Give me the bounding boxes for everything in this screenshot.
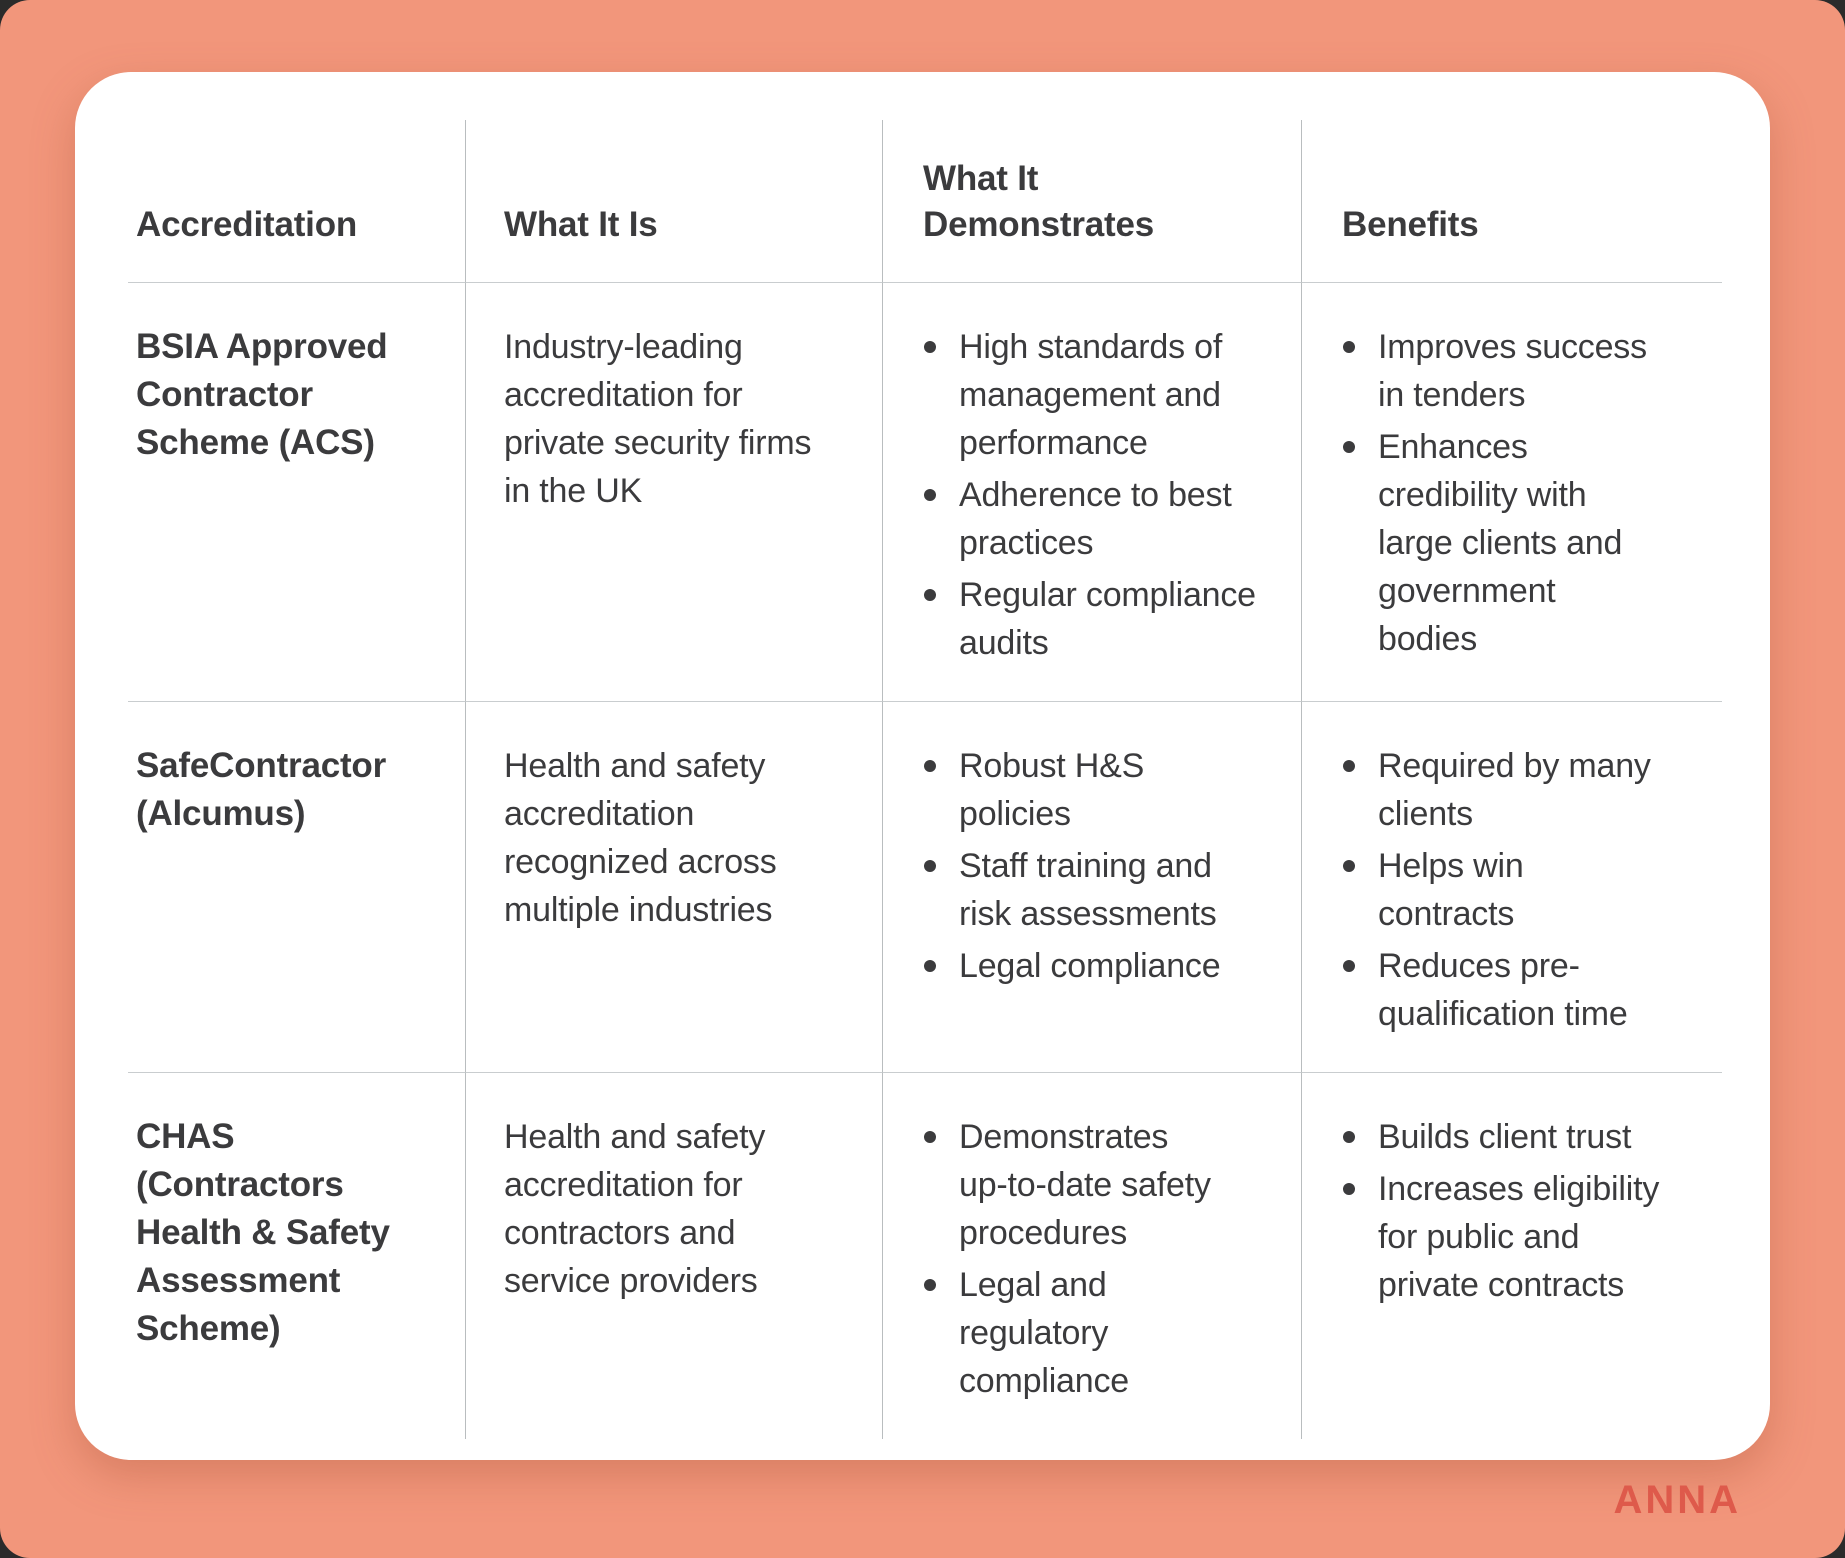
- row-bsia-what-it-is-cell: [465, 282, 882, 701]
- header-benefits-label: Benefits: [1342, 205, 1479, 244]
- benefits-list: [1342, 1113, 1662, 1309]
- header-accreditation-label: Accreditation: [136, 205, 358, 244]
- bullet-item: Regular compliance audits: [923, 571, 1256, 667]
- bullet-item: Increases eligibility for public and private contracts: [1342, 1165, 1662, 1309]
- row-chas-benefits-cell: [1301, 1072, 1722, 1439]
- anna-logo: ANNA: [1613, 1478, 1741, 1522]
- header-what-it-demonstrates-label: What It Demonstrates: [923, 159, 1155, 244]
- row-safecontractor-what-it-is-cell: [465, 701, 882, 1072]
- bullet-item: Enhances credibility with large clients and government bodies: [1342, 423, 1662, 663]
- header-what-it-demonstrates: [882, 120, 1301, 282]
- bullet-item: Improves success in tenders: [1342, 323, 1662, 419]
- bullet-item: Builds client trust: [1342, 1113, 1662, 1161]
- demonstrates-list: [923, 742, 1256, 990]
- bullet-item: Reduces pre-qualification time: [1342, 942, 1662, 1038]
- what-it-is-text: Health and safety accreditation for contractors and service providers: [504, 1118, 766, 1300]
- bullet-item: High standards of management and performance: [923, 323, 1256, 467]
- table-card: [75, 72, 1770, 1460]
- bullet-item: Adherence to best practices: [923, 471, 1256, 567]
- row-bsia-benefits-cell: [1301, 282, 1722, 701]
- header-what-it-is-label: What It Is: [504, 205, 658, 244]
- bullet-item: Legal and regulatory compliance: [923, 1261, 1256, 1405]
- row-chas-demonstrates-cell: [882, 1072, 1301, 1439]
- row-chas-what-it-is-cell: [465, 1072, 882, 1439]
- row-chas-accreditation-cell: [128, 1072, 465, 1439]
- row-safecontractor-benefits-cell: [1301, 701, 1722, 1072]
- demonstrates-list: [923, 323, 1256, 667]
- accreditation-name: CHAS (Contractors Health & Safety Assessment Scheme): [136, 1117, 390, 1348]
- demonstrates-list: [923, 1113, 1256, 1405]
- bullet-item: Required by many clients: [1342, 742, 1662, 838]
- header-accreditation: [128, 120, 465, 282]
- benefits-list: [1342, 742, 1662, 1038]
- accreditation-name: BSIA Approved Contractor Scheme (ACS): [136, 327, 388, 462]
- accreditation-table: [128, 120, 1722, 1439]
- bullet-item: Robust H&S policies: [923, 742, 1256, 838]
- bullet-item: Legal compliance: [923, 942, 1256, 990]
- row-safecontractor-demonstrates-cell: [882, 701, 1301, 1072]
- what-it-is-text: Industry-leading accreditation for private security firms in the UK: [504, 328, 812, 510]
- header-what-it-is: [465, 120, 882, 282]
- row-bsia-demonstrates-cell: [882, 282, 1301, 701]
- what-it-is-text: Health and safety accreditation recognized across multiple industries: [504, 747, 777, 929]
- row-bsia-accreditation-cell: [128, 282, 465, 701]
- bullet-item: Helps win contracts: [1342, 842, 1662, 938]
- benefits-list: [1342, 323, 1662, 663]
- header-benefits: [1301, 120, 1722, 282]
- accreditation-name: SafeContractor (Alcumus): [136, 746, 387, 833]
- bullet-item: Demonstrates up‑to‑date safety procedures: [923, 1113, 1256, 1257]
- bullet-item: Staff training and risk assessments: [923, 842, 1256, 938]
- row-safecontractor-accreditation-cell: [128, 701, 465, 1072]
